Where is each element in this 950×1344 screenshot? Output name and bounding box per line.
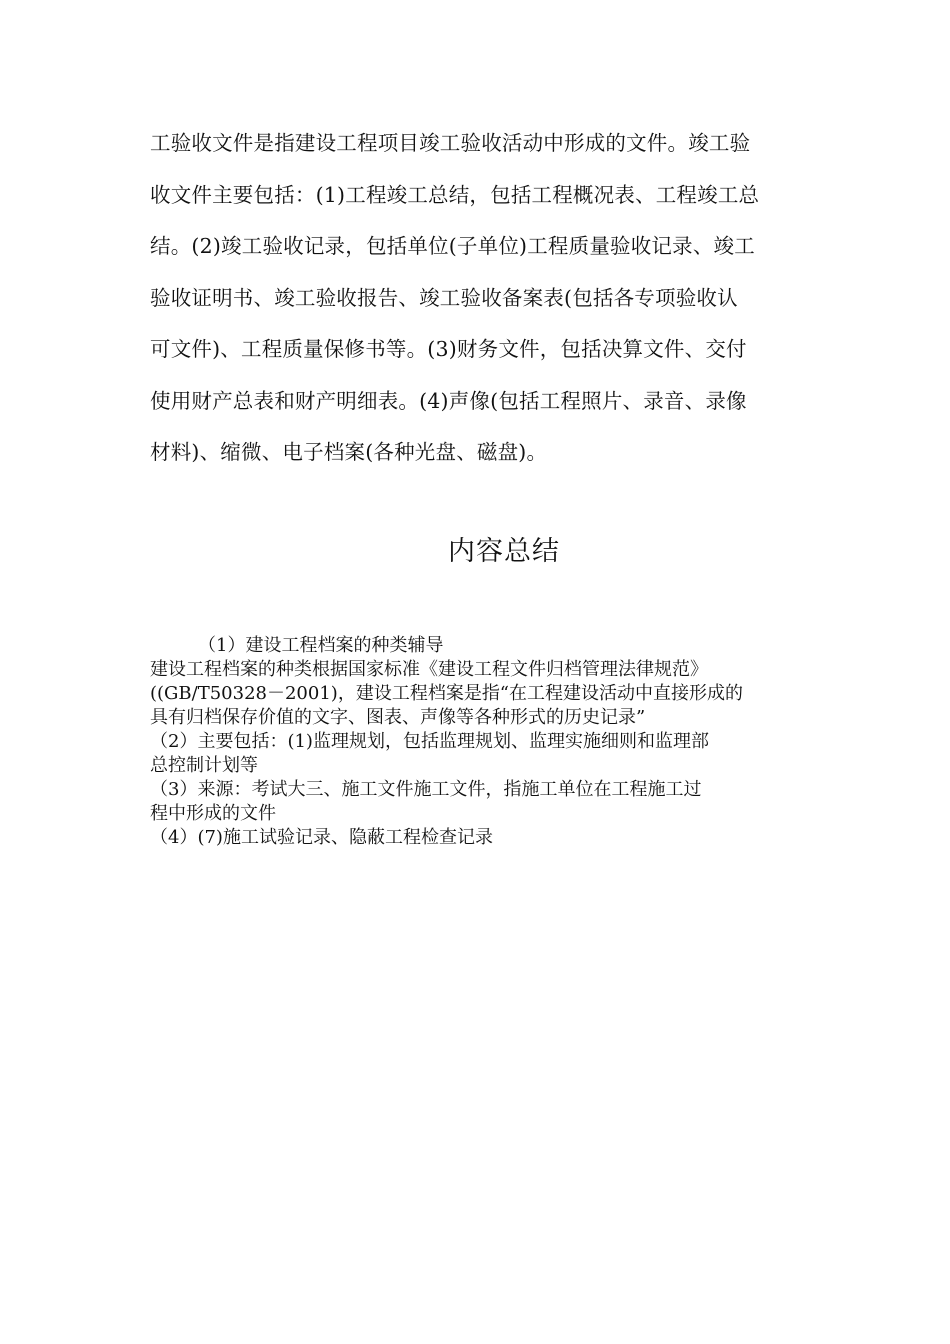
body-line: 使用财产总表和财产明细表。(4)声像(包括工程照片、录音、录像 [150, 388, 747, 413]
summary-line: 总控制计划等 [150, 755, 258, 776]
summary-line: 程中形成的文件 [150, 803, 276, 824]
body-line: 收文件主要包括：(1)工程竣工总结，包括工程概况表、工程竣工总 [150, 182, 760, 207]
summary-line: （2）主要包括：(1)监理规划，包括监理规划、监理实施细则和监理部 [150, 731, 709, 752]
summary-line: （1）建设工程档案的种类辅导 [198, 635, 444, 656]
body-line: 结。(2)竣工验收记录，包括单位(子单位)工程质量验收记录、竣工 [150, 234, 755, 258]
body-line: 可文件)、工程质量保修书等。(3)财务文件，包括决算文件、交付 [150, 337, 747, 361]
summary-line: 具有归档保存价值的文字、图表、声像等各种形式的历史记录” [150, 707, 646, 728]
body-line: 工验收文件是指建设工程项目竣工验收活动中形成的文件。竣工验 [150, 131, 751, 155]
summary-line: 建设工程档案的种类根据国家标准《建设工程文件归档管理法律规范》 [150, 659, 708, 680]
summary-heading: 内容总结 [448, 536, 560, 567]
body-line: 验收证明书、竣工验收报告、竣工验收备案表(包括各专项验收认 [150, 285, 738, 310]
body-paragraph [150, 118, 810, 479]
body-line: 材料)、缩微、电子档案(各种光盘、磁盘)。 [150, 440, 548, 464]
summary-line: ((GB/T50328－2001)，建设工程档案是指“在工程建设活动中直接形成的 [150, 683, 744, 704]
summary-section [150, 634, 810, 850]
summary-line: （3）来源：考试大三、施工文件施工文件，指施工单位在工程施工过 [150, 779, 702, 800]
summary-line: （4）(7)施工试验记录、隐蔽工程检查记录 [150, 827, 493, 848]
